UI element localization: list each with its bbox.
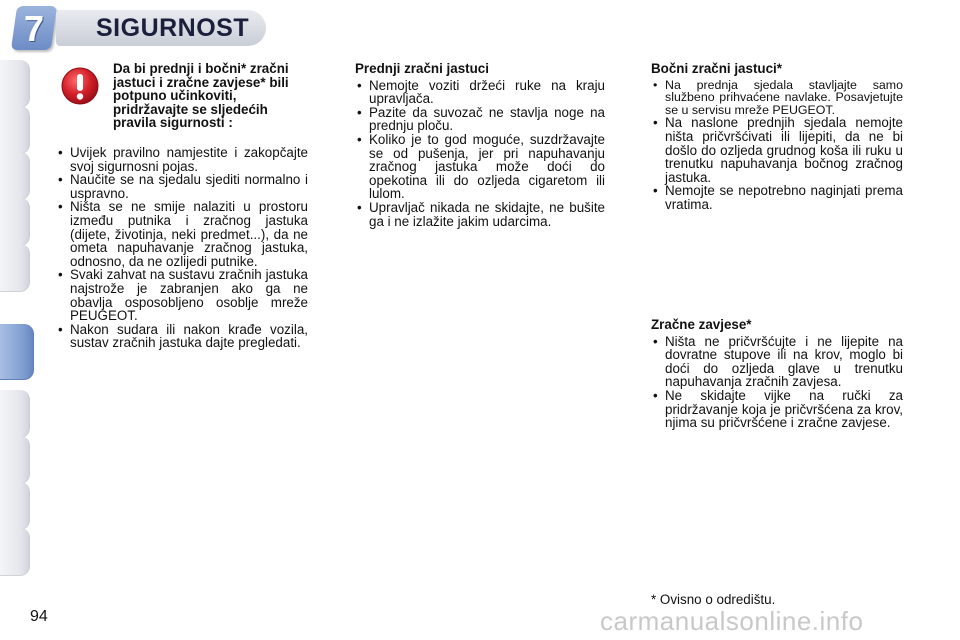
section-heading: Bočni zračni jastuci*	[651, 61, 782, 76]
list-item: • Uvijek pravilno namjestite i zakopčajte svoj sigurnosni pojas.	[56, 146, 308, 173]
chapter-tab-strip	[0, 60, 34, 580]
chapter-tab-active[interactable]	[0, 324, 34, 380]
section-heading: Prednji zračni jastuci	[355, 61, 489, 76]
chapter-tab[interactable]	[0, 244, 30, 292]
chapter-tab[interactable]	[0, 528, 30, 576]
list-item: • Ništa ne pričvršćujte i ne lijepite na dovratne stupove ili na krov, moglo bi doći do ozljeda glave u trenutku napuhavanja zračnih zavjesa.	[651, 335, 903, 389]
list-item: • Na prednja sjedala stavljajte samo službeno prihvaćene navlake. Posavjetujte se u servisu mreže PEUGEOT.	[651, 79, 903, 117]
list-item: • Naučite se na sjedalu sjediti normalno i uspravno.	[56, 173, 308, 200]
chapter-tab[interactable]	[0, 106, 30, 154]
chapter-tab[interactable]	[0, 198, 30, 246]
column-safety-rules	[56, 146, 308, 350]
list-item: • Ništa se ne smije nalaziti u prostoru između putnika i zračnog jastuka (dijete, životinja, neki predmet...), da ne ometa napuhavanje zračnog jastuka, odnosno, da ne ozlijedi putnike.	[56, 200, 308, 268]
column-front-airbags	[355, 62, 605, 228]
column-curtain-airbags	[651, 318, 903, 430]
list-item: • Koliko je to god moguće, suzdržavajte se od pušenja, jer pri napuhavanju zračnog jastuka može doći do opekotina ili do ozljeda cigaretom ili lulom.	[355, 133, 605, 201]
exclamation-warning-icon	[60, 66, 100, 106]
page-number: 94	[30, 608, 48, 625]
column-side-airbags	[651, 62, 903, 212]
chapter-number: 7	[24, 8, 45, 49]
list-item: • Na naslone prednjih sjedala nemojte ništa pričvršćivati ili lijepiti, da ne bi došlo do ozljeda grudnog koša ili ruku u trenutku napuhavanja bočnog zračnog jastuka.	[651, 116, 903, 184]
list-item: • Nakon sudara ili nakon krađe vozila, sustav zračnih jastuka dajte pregledati.	[56, 323, 308, 350]
warning-title: Da bi prednji i bočni* zračni jastuci i zračne zavjese* bili potpuno učinkoviti, pridržavajte se sljedećih pravila sigurnosti :	[113, 61, 289, 131]
chapter-tab[interactable]	[0, 390, 30, 438]
chapter-tab[interactable]	[0, 436, 30, 484]
watermark: carmanualsonline.info	[600, 606, 864, 636]
chapter-tab[interactable]	[0, 152, 30, 200]
list-item: • Svaki zahvat na sustavu zračnih jastuka najstrože je zabranjen ako ga ne obavlja osposobljeno osoblje mreže PEUGEOT.	[56, 268, 308, 322]
list-item: • Pazite da suvozač ne stavlja noge na prednju ploču.	[355, 106, 605, 133]
section-heading: Zračne zavjese*	[651, 317, 752, 332]
page-title: SIGURNOST	[96, 14, 250, 42]
footnote: * Ovisno o odredištu.	[651, 592, 776, 607]
list-item: • Nemojte se nepotrebno naginjati prema vratima.	[651, 184, 903, 211]
chapter-tab[interactable]	[0, 482, 30, 530]
chapter-tab[interactable]	[0, 60, 30, 108]
list-item: • Ne skidajte vijke na ručki za pridržavanje koja je pričvršćena za krov, njima su pričvršćene i zračne zavjese.	[651, 389, 903, 430]
list-item: • Nemojte voziti držeći ruke na kraju upravljača.	[355, 79, 605, 106]
list-item: • Upravljač nikada ne skidajte, ne bušite ga i ne izlažite jakim udarcima.	[355, 201, 605, 228]
